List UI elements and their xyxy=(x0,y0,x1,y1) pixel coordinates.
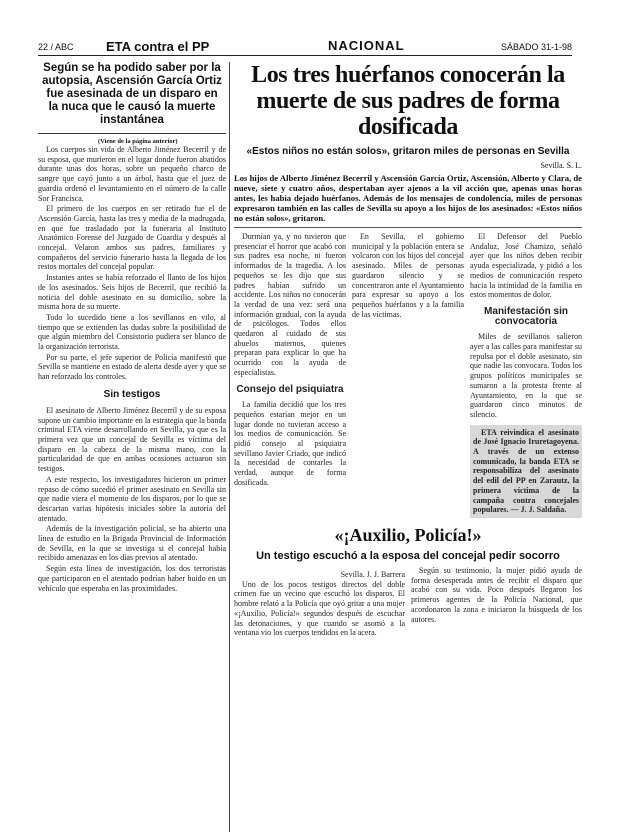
subheading: Manifestación sin convocatoria xyxy=(484,305,568,327)
secondary-columns xyxy=(234,566,582,639)
paragraph: Por su parte, el jefe superior de Policía manifestó que Sevilla se mantiene en estado de alerta desde ayer y que se han reforzado los controles. xyxy=(38,352,226,382)
left-column xyxy=(38,62,226,594)
paragraph: En Sevilla, el gobierno municipal y la población entera se volcaron con los hijos del concejal asesinado. Miles de personas guardaron silencio y se concentraron ante el Ayuntamiento para expresar su apoyo a los pequeños huérfanos y a la familia de las víctimas. xyxy=(352,232,464,319)
section-title: ETA contra el PP xyxy=(106,39,210,54)
article-col-1 xyxy=(234,232,346,519)
byline: Sevilla. J. J. Barrera xyxy=(340,569,405,579)
paragraph: Según su testimonio, la mujer pidió ayuda de forma desesperada antes de recibir el disparo que acabó con su vida. Poco después llegaron los primeros agentes de la Policía Nacional, que acordonaron la zona e iniciaron la búsqueda de los autores. xyxy=(411,565,582,624)
paragraph: Durmían ya, y no tuvieron que presenciar el horror que acabó con sus padres esa noche, ni fueron informados de la tragedia. A los pequeños se les dijo que sus padres habían sufrido un accidente. Los niños no conocerán la verdad de una vez: será una información gradual, con la ayuda de psicólogos. Todos ellos quedaron al cuidado de sus abuelos maternos, quienes preparan para explicar lo que ha ocurrido con la ayuda de especialistas. xyxy=(234,232,346,377)
column-divider xyxy=(229,62,230,832)
issue-date: SÁBADO 31-1-98 xyxy=(500,42,572,52)
main-article xyxy=(234,62,582,639)
paragraph: Instantes antes se había reforzado el llanto de los hijos de los asesinados. Seis hijos de Becerril, que recibió la noticia del doble asesinato en su domicilio, sobre la misma hora de su muerte. xyxy=(38,273,226,312)
left-body-2 xyxy=(38,406,226,593)
continued-note: (Viene de la página anterior) xyxy=(98,138,178,145)
paragraph: Todo lo sucedido tiene a los sevillanos en vilo, al tiempo que se extienden las dudas sobre la posibilidad de que algún miembro del Consistorio pudiera ser blanco de la organización terrorista. xyxy=(38,312,226,352)
secondary-col-2 xyxy=(411,566,582,639)
page-number: 22 / ABC xyxy=(38,42,74,52)
paragraph: Los cuerpos sin vida de Alberto Jiménez Becerril y de su esposa, que murieron en el lugar donde fueron abatidos durante unas dos horas, sobre un pequeño charco de sangre que cayó junto a un árbol, hasta que el juez de guardia ordenó el levantamiento en el número de la calle Sor Francisca. xyxy=(38,145,226,203)
paragraph: A este respecto, los investigadores hicieron un primer repaso de cómo sucedió el primer asesinato en Sevilla sin que nadie viera el momento de los disparos, por lo que se descartan varias hipótesis iniciales sobre la autoría del atentado. xyxy=(38,474,226,523)
paragraph: La familia decidió que los tres pequeños estarían mejor en un lugar donde no tuvieran acceso a los medios de comunicación. Se pidió consejo al psiquiatra sevillano Javier Criado, que indicó la necesidad de contarles la verdad, aunque de forma dosificada. xyxy=(234,400,346,487)
page-header xyxy=(38,38,572,56)
paragraph: Además de la investigación policial, se ha abierto una línea de estudio en la Brigada Provincial de Información de Sevilla, en la que se investiga si el concejal había recibido amenazas en los días previos al atentado. xyxy=(38,524,226,563)
article-columns xyxy=(234,232,582,519)
byline: Sevilla. S. L. xyxy=(540,161,582,170)
headline: Los tres huérfanos conocerán la muerte de sus padres de forma dosificada xyxy=(251,62,565,140)
secondary-col-1 xyxy=(234,566,405,639)
secondary-headline: «¡Auxilio, Policía!» xyxy=(334,524,482,545)
lede-box: Según se ha podido saber por la autopsia, Ascensión García Ortiz fue asesinada de un disparo en la nuca que le causó la muerte instantánea xyxy=(38,62,226,134)
secondary-deck: Un testigo escuchó a la esposa del concejal pedir socorro xyxy=(256,549,560,562)
left-body xyxy=(38,145,226,382)
subheading: Consejo del psiquiatra xyxy=(236,383,344,395)
paragraph: Miles de sevillanos salieron ayer a las calles para manifestar su repulsa por el doble asesinato, sin que nadie las convocara. Todos los grupos políticos municipales se sumaron a la protesta frente al Ayuntamiento, en la que se guardaron cinco minutos de silencio. xyxy=(470,332,582,419)
paragraph: Uno de los pocos testigos directos del doble crimen fue un vecino que escuchó los disparos. El hombre relató a la Policía que oyó gritar a una mujer «¡Auxilio, Policía!» segundos después de escuchar las detonaciones, y que cuando se asomó a la ventana vio los cuerpos tendidos en la acera. xyxy=(234,579,405,638)
article-col-3 xyxy=(470,232,582,519)
category-title: NACIONAL xyxy=(328,38,405,53)
paragraph: El Defensor del Pueblo Andaluz, José Chamizo, señaló ayer que los niños deben recibir ayuda especializada, y pidió a los medios de comunicación respeto hacia la intimidad de la familia en estos momentos de dolor. xyxy=(470,232,582,300)
intro-paragraph: Los hijos de Alberto Jiménez Becerril y Ascensión García Ortiz, Ascensión, Alberto y Clara, de nueve, siete y cuatro años, despertaban ayer ajenos a la vil acción que, apenas unas horas antes, les había dejado huérfanos. Además de los mensajes de condolencia, miles de personas expresaron también en las calles de Sevilla su apoyo a los hijos de los asesinados: «Estos niños no están solos», gritaron. xyxy=(234,173,582,228)
article-col-2 xyxy=(352,232,464,519)
boxed-note: ETA reivindica el asesinato de José Ignacio Iruretagoyena. A través de un extenso comunicado, la banda ETA se responsabiliza del asesinato del edil del PP en Zarautz, la primera víctima de la campaña contra concejales populares. — J. J. Saldaña. xyxy=(470,425,582,518)
paragraph: Según esta línea de investigación, los dos terroristas que participaron en el atentado podrían haber huido en un vehículo que esperaba en las proximidades. xyxy=(38,564,226,593)
deck: «Estos niños no están solos», gritaron miles de personas en Sevilla xyxy=(246,146,570,157)
paragraph: El asesinato de Alberto Jiménez Becerril y de su esposa supone un cambio importante en la estrategia que la banda criminal ETA viene desarrollando en Sevilla, ya que es la primera vez que un concejal de Sevilla es víctima del disparo en la cabeza de la misma mano, con la particularidad de que en ambas ocasiones actuaron sin testigos. xyxy=(38,405,226,474)
subheading: Sin testigos xyxy=(103,388,161,400)
paragraph: El primero de los cuerpos en ser retirado fue el de Ascensión García, hasta las tres y media de la madrugada, en que fue trasladado por la funeraria al Instituto Anatómico Forense del Juzgado de Guardia y después al concejal. Velaron ambos sus padres, familiares y compañeros del servicio funerario hasta la llegada de los restos mortales del concejal popular. xyxy=(38,204,226,272)
